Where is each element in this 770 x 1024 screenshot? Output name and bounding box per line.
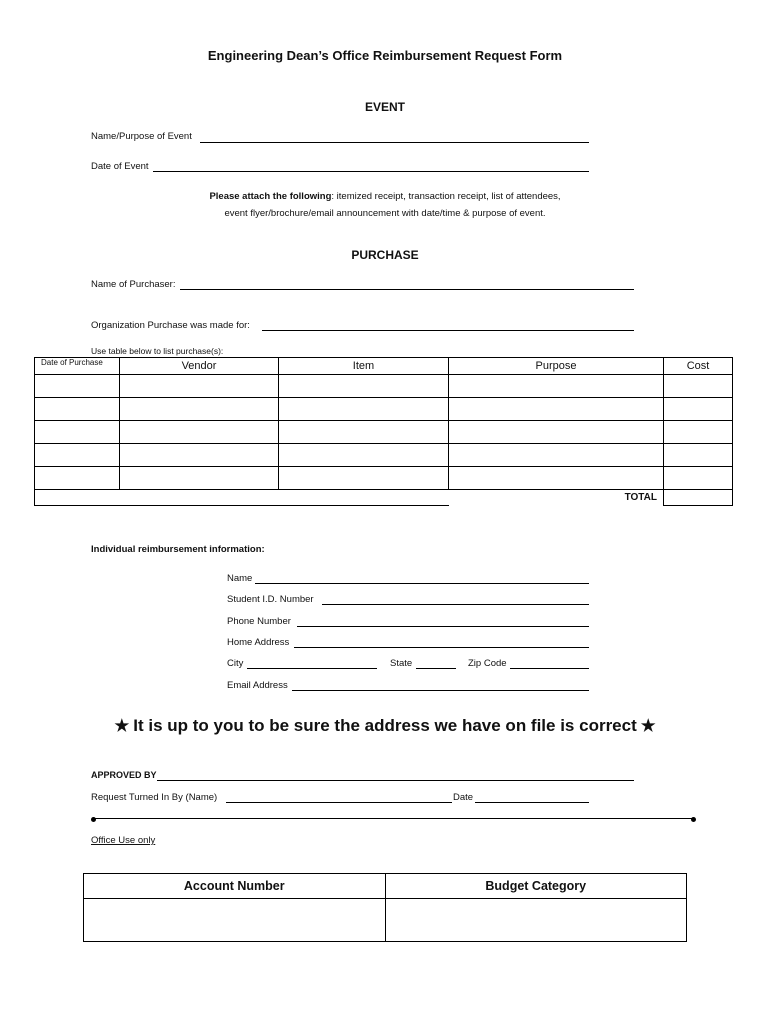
- individual-heading: Individual reimbursement information:: [91, 544, 265, 555]
- address-notice: [0, 716, 770, 736]
- email-field[interactable]: [292, 690, 589, 691]
- cell-vendor[interactable]: [120, 375, 279, 398]
- student-id-field[interactable]: [322, 604, 589, 605]
- table-row: [35, 467, 733, 490]
- cell-item[interactable]: [279, 444, 449, 467]
- cell-item[interactable]: [279, 421, 449, 444]
- divider-line: [94, 818, 694, 819]
- divider-dot-right: [691, 817, 696, 822]
- phone-field[interactable]: [297, 626, 589, 627]
- cell-purpose[interactable]: [449, 375, 664, 398]
- cell-purpose[interactable]: [449, 421, 664, 444]
- office-use-label: Office Use only: [91, 835, 156, 846]
- attach-rest: : itemized receipt, transaction receipt, list of attendees,: [331, 191, 561, 202]
- cell-vendor[interactable]: [120, 444, 279, 467]
- event-heading: EVENT: [364, 100, 405, 114]
- cell-cost[interactable]: [664, 444, 733, 467]
- col-account-number: Account Number: [84, 874, 386, 899]
- star-icon: ✭: [115, 718, 129, 735]
- table-row: [35, 444, 733, 467]
- name-field[interactable]: [255, 583, 589, 584]
- table-note: Use table below to list purchase(s):: [91, 346, 224, 356]
- cell-date[interactable]: [35, 444, 120, 467]
- cell-item[interactable]: [279, 398, 449, 421]
- total-cost-cell[interactable]: [664, 490, 733, 506]
- office-use-table: [83, 873, 687, 942]
- cell-cost[interactable]: [664, 398, 733, 421]
- cell-cost[interactable]: [664, 375, 733, 398]
- turned-in-field[interactable]: [226, 802, 452, 803]
- purchaser-field[interactable]: [180, 289, 634, 290]
- cell-cost[interactable]: [664, 467, 733, 490]
- attach-line2: event flyer/brochure/email announcement with date/time & purpose of event.: [224, 208, 546, 219]
- col-purpose: Purpose: [449, 358, 664, 375]
- org-field[interactable]: [262, 330, 634, 331]
- phone-label: Phone Number: [227, 616, 291, 627]
- total-label: TOTAL: [624, 492, 657, 504]
- budget-category-cell[interactable]: [385, 899, 687, 942]
- purchase-table: [34, 357, 733, 506]
- star-icon: ✭: [641, 718, 655, 735]
- event-name-field[interactable]: [200, 142, 589, 143]
- date-label: Date: [453, 792, 474, 803]
- approved-by-label: APPROVED BY: [91, 770, 157, 780]
- cell-date[interactable]: [35, 398, 120, 421]
- col-budget-category: Budget Category: [385, 874, 687, 899]
- state-label: State: [390, 658, 413, 669]
- city-field[interactable]: [247, 668, 377, 669]
- attach-bold: Please attach the following: [209, 191, 332, 202]
- cell-cost[interactable]: [664, 421, 733, 444]
- purchase-table-header: [35, 358, 733, 375]
- attach-instructions: [0, 188, 770, 222]
- cell-date[interactable]: [35, 421, 120, 444]
- table-row: [84, 899, 687, 942]
- zip-label: Zip Code: [468, 658, 507, 669]
- table-row: [35, 421, 733, 444]
- state-field[interactable]: [416, 668, 456, 669]
- table-row: [35, 398, 733, 421]
- city-label: City: [227, 658, 244, 669]
- zip-field[interactable]: [510, 668, 589, 669]
- cell-purpose[interactable]: [449, 467, 664, 490]
- name-label: Name: [227, 573, 253, 584]
- notice-text: It is up to you to be sure the address we have on file is correct: [133, 716, 637, 735]
- col-date-of-purchase: Date of Purchase: [35, 358, 120, 375]
- cell-purpose[interactable]: [449, 444, 664, 467]
- account-number-cell[interactable]: [84, 899, 386, 942]
- cell-vendor[interactable]: [120, 421, 279, 444]
- org-label: Organization Purchase was made for:: [91, 320, 250, 331]
- home-address-label: Home Address: [227, 637, 290, 648]
- col-vendor: Vendor: [120, 358, 279, 375]
- cell-item[interactable]: [279, 375, 449, 398]
- event-date-label: Date of Event: [91, 161, 149, 172]
- col-item: Item: [279, 358, 449, 375]
- cell-purpose[interactable]: [449, 398, 664, 421]
- cell-vendor[interactable]: [120, 467, 279, 490]
- col-cost: Cost: [664, 358, 733, 375]
- email-label: Email Address: [227, 680, 288, 691]
- cell-vendor[interactable]: [120, 398, 279, 421]
- form-title: Engineering Dean’s Office Reimbursement Request Form: [207, 48, 563, 63]
- event-name-label: Name/Purpose of Event: [91, 131, 192, 142]
- cell-item[interactable]: [279, 467, 449, 490]
- event-date-field[interactable]: [153, 171, 589, 172]
- approved-by-field[interactable]: [157, 780, 634, 781]
- turned-in-label: Request Turned In By (Name): [91, 792, 218, 803]
- date-field[interactable]: [475, 802, 589, 803]
- purchaser-label: Name of Purchaser:: [91, 279, 176, 290]
- student-id-label: Student I.D. Number: [227, 594, 314, 605]
- total-row: [35, 490, 733, 506]
- purchase-heading: PURCHASE: [351, 248, 419, 262]
- home-address-field[interactable]: [294, 647, 589, 648]
- cell-date[interactable]: [35, 467, 120, 490]
- table-row: [35, 375, 733, 398]
- cell-date[interactable]: [35, 375, 120, 398]
